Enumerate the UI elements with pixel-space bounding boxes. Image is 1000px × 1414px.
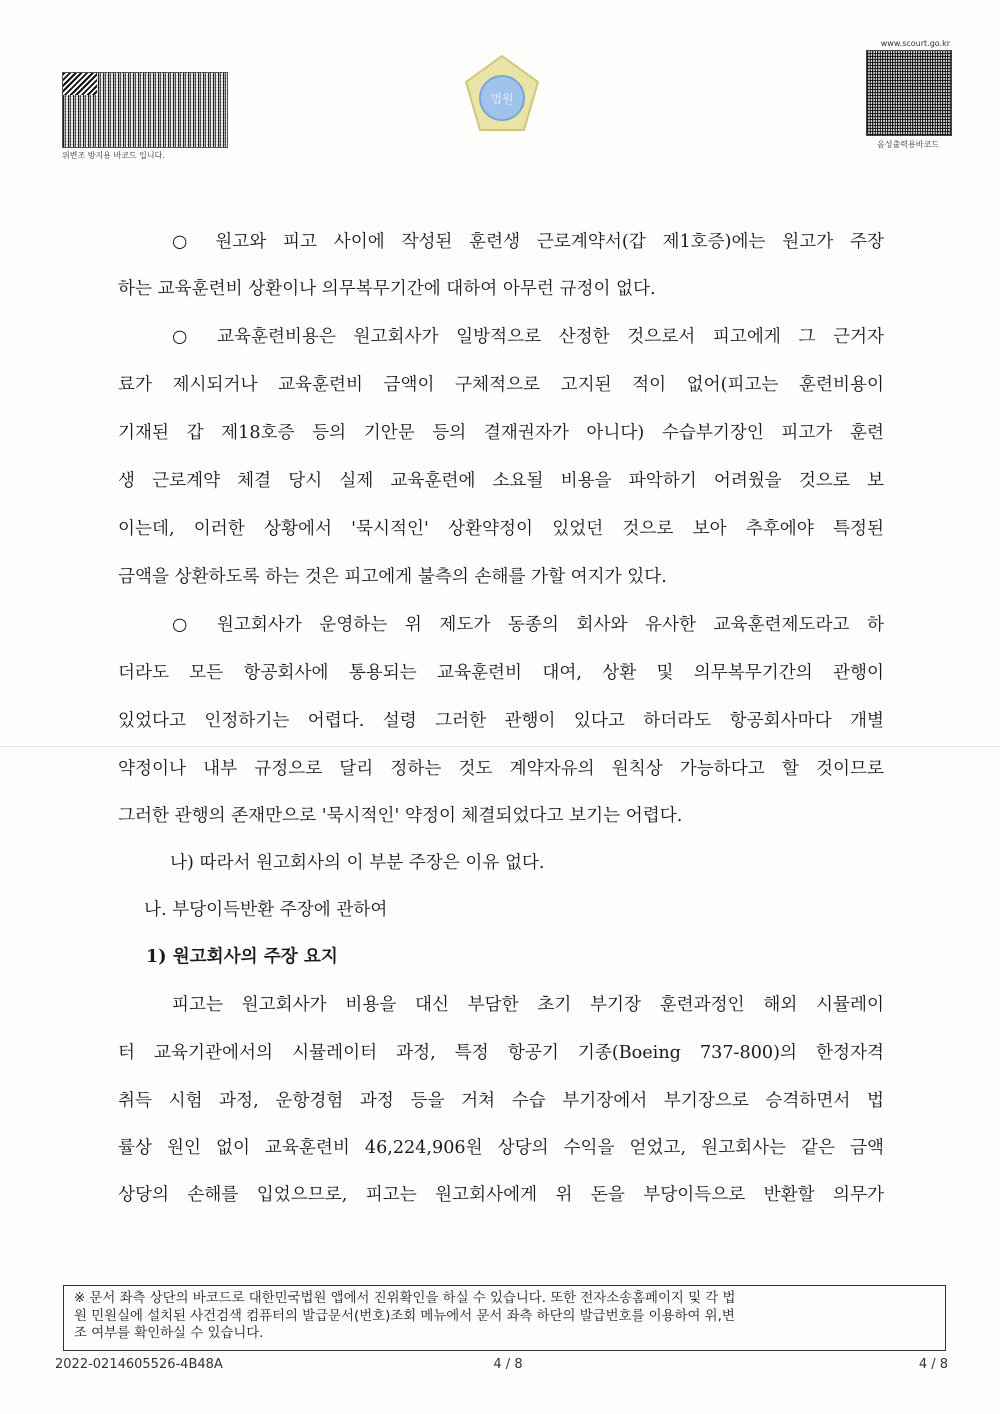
court-url: www.scourt.go.kr (880, 39, 950, 48)
paragraph-line: 률상 원인 없이 교육훈련비 46,224,906원 상당의 수익을 얻었고, 원고회사는 같은 금액 (118, 1138, 884, 1158)
paragraph-line: 이는데, 이러한 상황에서 '묵시적인' 상환약정이 있었던 것으로 보아 추후에야 특정된 (118, 519, 884, 539)
paragraph-line: 하는 교육훈련비 상환이나 의무복무기간에 대하여 아무런 규정이 없다. (118, 279, 656, 299)
paragraph-line: 그러한 관행의 존재만으로 '묵시적인' 약정이 체결되었다고 보기는 어렵다. (118, 806, 683, 826)
paragraph-line: 생 근로계약 체결 당시 실제 교육훈련에 소요될 비용을 파악하기 어려웠을 것으로 보 (118, 471, 884, 491)
paragraph-line: ○ 원고와 피고 사이에 작성된 훈련생 근로계약서(갑 제1호증)에는 원고가 주장 (172, 232, 884, 252)
issue-number: 2022-0214605526-4B48A (55, 1357, 223, 1372)
paragraph-line: 상당의 손해를 입었으므로, 피고는 원고회사에게 위 돈을 부당이득으로 반환할 의무가 (118, 1185, 884, 1205)
scan-artifact-rule (0, 746, 1000, 747)
paragraph-line: 금액을 상환하도록 하는 것은 피고에게 불측의 손해를 가할 여지가 있다. (118, 567, 667, 587)
barcode-caption: 위변조 방지용 바코드 입니다. (62, 151, 165, 160)
voice-barcode-caption: 음성출력용바코드 (877, 140, 939, 149)
page-number-right: 4 / 8 (918, 1357, 948, 1372)
paragraph-line: ○ 교육훈련비용은 원고회사가 일방적으로 산정한 것으로서 피고에게 그 근거자 (172, 327, 884, 347)
court-seal-icon (458, 52, 546, 140)
barcode-corner-mark (63, 73, 97, 95)
paragraph-line: 취득 시험 과정, 운항경험 과정 등을 거쳐 수습 부기장에서 부기장으로 승격하면서 법 (118, 1091, 884, 1111)
section-heading: 나. 부당이득반환 주장에 관하여 (144, 900, 388, 920)
paragraph-line: 약정이나 내부 규정으로 달리 정하는 것도 계약자유의 원칙상 가능하다고 할 것이므로 (118, 759, 884, 779)
verification-notice (63, 1285, 946, 1351)
notice-line: ※ 문서 좌측 상단의 바코드로 대한민국법원 앱에서 진위확인을 하실 수 있습니다. 또한 전자소송홈페이지 및 각 법 (74, 1291, 736, 1306)
page-number-center: 4 / 8 (493, 1357, 523, 1372)
authenticity-barcode (62, 72, 228, 148)
paragraph-line: 있었다고 인정하기는 어렵다. 설령 그러한 관행이 있다고 하더라도 항공회사마다 개별 (118, 711, 884, 731)
paragraph-line: 더라도 모든 항공회사에 통용되는 교육훈련비 대여, 상환 및 의무복무기간의 관행이 (118, 663, 884, 683)
seal-text: 법원 (490, 92, 514, 106)
paragraph-line: ○ 원고회사가 운영하는 위 제도가 동종의 회사와 유사한 교육훈련제도라고 하 (172, 615, 884, 635)
subsection-heading: 1) 원고회사의 주장 요지 (146, 946, 338, 967)
paragraph-line: 터 교육기관에서의 시뮬레이터 과정, 특정 항공기 기종(Boeing 737-800)의 한정자격 (118, 1043, 884, 1063)
notice-line: 조 여부를 확인하실 수 있습니다. (74, 1326, 264, 1341)
paragraph-line: 료가 제시되거나 교육훈련비 금액이 구체적으로 고지된 적이 없어(피고는 훈련비용이 (118, 375, 884, 395)
voice-output-barcode (866, 50, 952, 136)
paragraph-line: 기재된 갑 제18호증 등의 기안문 등의 결재권자가 아니다) 수습부기장인 피고가 훈련 (118, 423, 884, 443)
paragraph-line: 피고는 원고회사가 비용을 대신 부담한 초기 부기장 훈련과정인 해외 시뮬레이 (172, 995, 884, 1015)
paragraph-line: 나) 따라서 원고회사의 이 부분 주장은 이유 없다. (170, 853, 545, 873)
notice-line: 원 민원실에 설치된 사건검색 컴퓨터의 발급문서(번호)조회 메뉴에서 문서 좌측 하단의 발급번호를 이용하여 위,변 (74, 1308, 735, 1324)
